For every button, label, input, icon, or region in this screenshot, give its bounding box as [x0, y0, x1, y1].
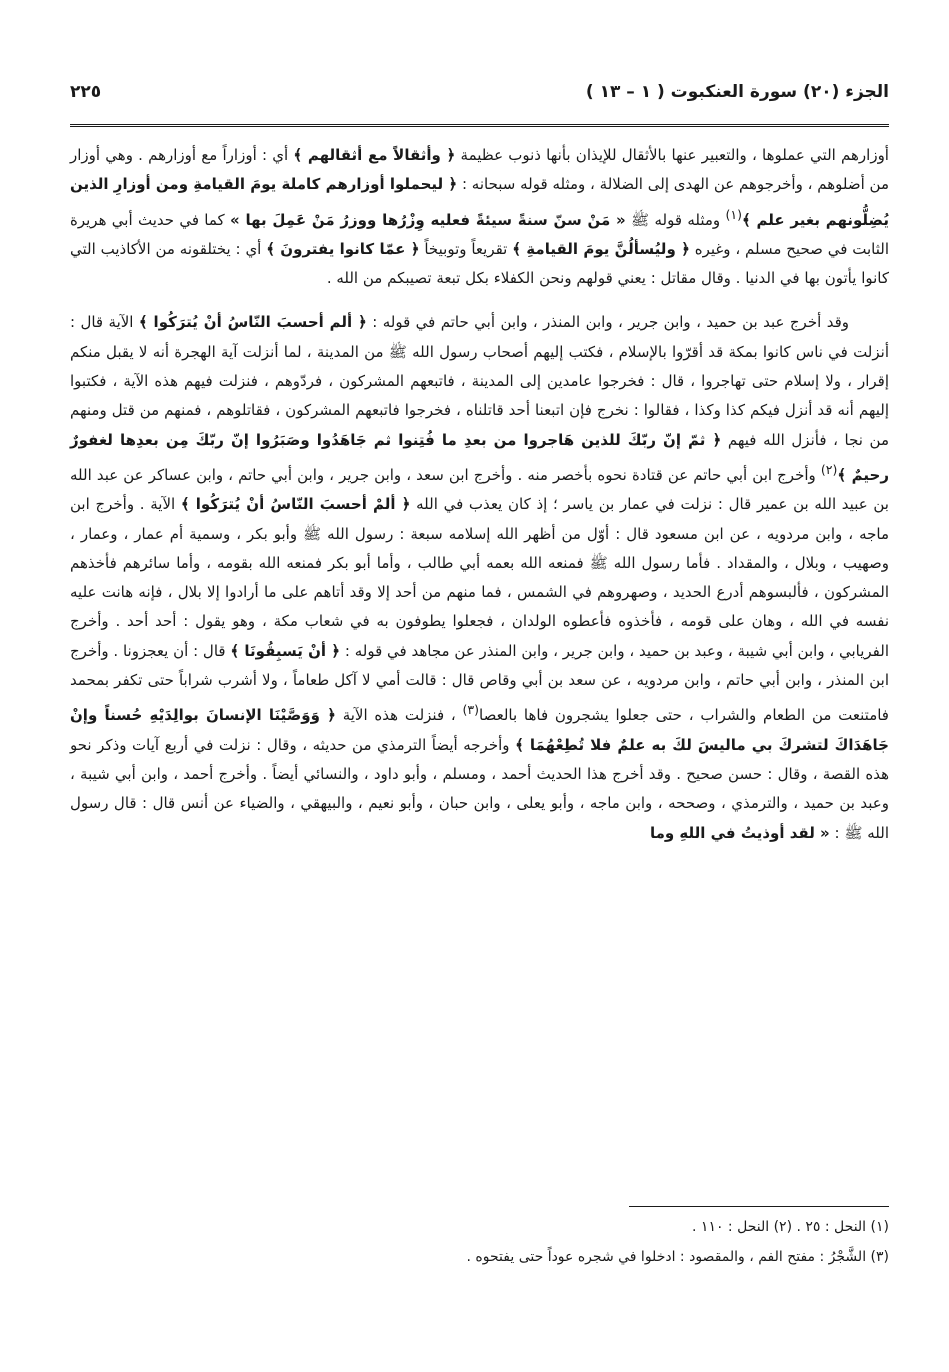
text-run: أي : يختلقونه من الأكاذيب التي كانوا يأتون بها في الدنيا . وقال مقاتل : يعني قولهم ونحن الكفلاء بكل تبعة تصيبكم من الله . [70, 239, 889, 288]
footnote-marker: (٢) [820, 461, 838, 477]
footnote-divider [629, 1206, 889, 1207]
header-divider [70, 124, 889, 127]
footnote-line: (٣) الشَّجْرُ : مفتح الفم ، والمقصود : ادخلوا في شجره عوداً حتى يفتحوه . [466, 1249, 889, 1265]
text-run: الآية قال : أنزلت في ناس كانوا بمكة قد أقرّوا بالإسلام ، فكتب إليهم أصحاب رسول الله ﷺ من المدينة ، لما أنزلت آية الهجرة أنه لا يقبل منكم إقرار ، ولا إسلام حتى تهاجروا ، قال : فخرجوا عامدين إلى المدينة ، فاتبعهم المشركون ، فردّوهم ، فنزلت فيهم هذه الآية ، فكتبوا إليهم أنه قد أنزل فيكم كذا وكذا ، فقالوا : نخرج فإن اتبعنا أحد قاتلناه ، فخرجوا فاتبعهم المشركون ، فقاتلوهم ، فمنهم من قتل ومنهم من نجا ، فأنزل الله فيهم [70, 313, 889, 449]
text-run: وأخرجه أيضاً الترمذي من حديثه ، وقال : نزلت في أربع آيات وذكر نحو هذه القصة ، وقال : حسن صحيح . وقد أخرج هذا الحديث أحمد ، ومسلم ، وأبو داود ، والنسائي أيضاً . وأخرج أحمد ، وابن أبي شيبة ، وعبد بن حميد ، والترمذي ، وصححه ، وابن ماجه ، وأبو يعلى ، وابن حبان ، وأبو نعيم ، والبيهقي ، والضياء عن أنس قال : قال رسول الله ﷺ : [70, 735, 889, 842]
page-number: ٢٢٥ [70, 82, 102, 102]
quran-verse: ﴿ وأثقالاً مع أثقالهم ﴾ [293, 146, 456, 164]
footnote-line: (١) النحل : ٢٥ . (٢) النحل : ١١٠ . [692, 1219, 889, 1235]
text-run: أي : أوزاراً مع أوزارهم . وهي أوزار من أضلوهم ، وأخرجوهم عن الهدى إلى الضلالة ، ومثله قوله سبحانه : [70, 146, 889, 194]
hadith-quote: « لقد أوذيتُ في اللهِ وما [649, 823, 830, 842]
quran-verse: ﴿ وليُسألُنَّ يومَ القيامةِ ﴾ [512, 239, 690, 258]
quran-verse: ﴿ أنْ يَسبِقُونَا ﴾ [230, 641, 341, 660]
quran-verse: ﴿ ليحملوا أوزارهم كاملة يومَ القيامةِ ومن أوزارِ الذين يُضِلُّونهم بغير علم ﴾ [70, 175, 889, 229]
page-header [70, 72, 889, 102]
text-run: تقريعاً وتوبيخاً [424, 239, 508, 258]
text-run: وقد أخرج عبد بن حميد ، وابن جرير ، وابن المنذر ، وابن أبي حاتم في قوله : [372, 313, 849, 332]
page [70, 82, 889, 1332]
quran-verse: ﴿ ثمّ إنّ ربّكَ للذين هَاجروا من بعدِ ما فُتِنوا ثم جَاهَدُوا وصَبَرُوا إنّ ربّكَ مِن بعدِها لغفورٌ رحيمٌ ﴾ [70, 430, 889, 484]
running-title: الجزء (٢٠) سورة العنكبوت ( ١ – ١٣ ) [585, 82, 889, 102]
text-run: قال : أن يعجزونا . وأخرج ابن المنذر ، وابن أبي حاتم ، وابن مردويه ، عن سعد بن أبي وقاص قال : قالت أمي لا آكل طعاماً ، ولا أشرب شراباً حتى تكفر بمحمد فامتنعت من الطعام والشراب ، حتى جعلوا يشجرون فاها بالعصا [70, 641, 889, 725]
text-run: ومثله قوله ﷺ [631, 210, 721, 229]
text-run: أوزارهم التي عملوها ، والتعبير عنها بالأثقال للإيذان بأنها ذنوب عظيمة [460, 146, 889, 164]
text-run: وأخرج ابن أبي حاتم عن قتادة نحوه بأخصر منه . وأخرج ابن سعد ، وابن جرير ، وابن أبي حاتم ، وابن عساكر عن عبد الله بن عبيد الله بن عمير قال : نزلت في عمار بن ياسر ؛ إذ كان يعذب في الله [70, 465, 889, 514]
quran-verse: ﴿ ألمْ أحسبَ النّاسُ أنْ يُترَكُوا ﴾ [180, 495, 411, 514]
quran-verse: ﴿ عمّا كانوا يفترونَ ﴾ [266, 239, 420, 258]
hadith-quote: « مَنْ سنّ سنةً سيئةً فعليه وِزْرُها ووزرُ مَنْ عَمِلَ بها » [230, 210, 626, 229]
footnotes [70, 1212, 889, 1272]
text-run: ، فنزلت هذه الآية [342, 706, 456, 725]
paragraph-2 [70, 308, 889, 847]
quran-verse: ﴿ ألم أحسبَ النّاسُ أنْ يُترَكُوا ﴾ [138, 313, 367, 332]
footnote-marker: (١) [725, 206, 742, 222]
text-run: الآية . وأخرج ابن ماجه ، وابن مردويه ، عن ابن مسعود قال : أوّل من أظهر الله إسلامه سبعة : رسول الله ﷺ وأبو بكر ، وسمية أم عمار ، وعمار ، وصهيب ، وبلال ، والمقداد . فأما رسول الله ﷺ فمنعه الله بعمه أبي طالب ، وأما أبو بكر فمنعه الله بقومه ، وأما سائرهم فأخذهم المشركون ، فألبسوهم أدرع الحديد ، وصهروهم في الشمس ، فما منهم من أحد إلا وقد أتاهم على ما أرادوا إلا بلال ، فإنه هانت عليه نفسه في الله ، وهان على قومه ، فأخذوه فأعطوه الولدان ، فجعلوا يطوفون به في شعاب مكة ، وهو يقول : أحد أحد . وأخرج الفريابي ، وابن أبي شيبة ، وعبد بن حميد ، وابن جرير ، وابن المنذر عن مجاهد في قوله : [70, 495, 889, 660]
quran-verse: ﴿ وَوَصَّيْنَا الإنسانَ بوالِدَيْهِ حُسناً وإنْ جَاهَدَاكَ لتشركَ بي ماليسَ لكَ به علمٌ فلا تُطِعْهُمَا ﴾ [70, 706, 889, 754]
footnote-marker: (٣) [462, 702, 480, 718]
text-run: كما في حديث أبي هريرة الثابت في صحيح مسلم ، وغيره [70, 210, 889, 258]
paragraph-1 [70, 141, 889, 293]
body-text [70, 141, 889, 848]
